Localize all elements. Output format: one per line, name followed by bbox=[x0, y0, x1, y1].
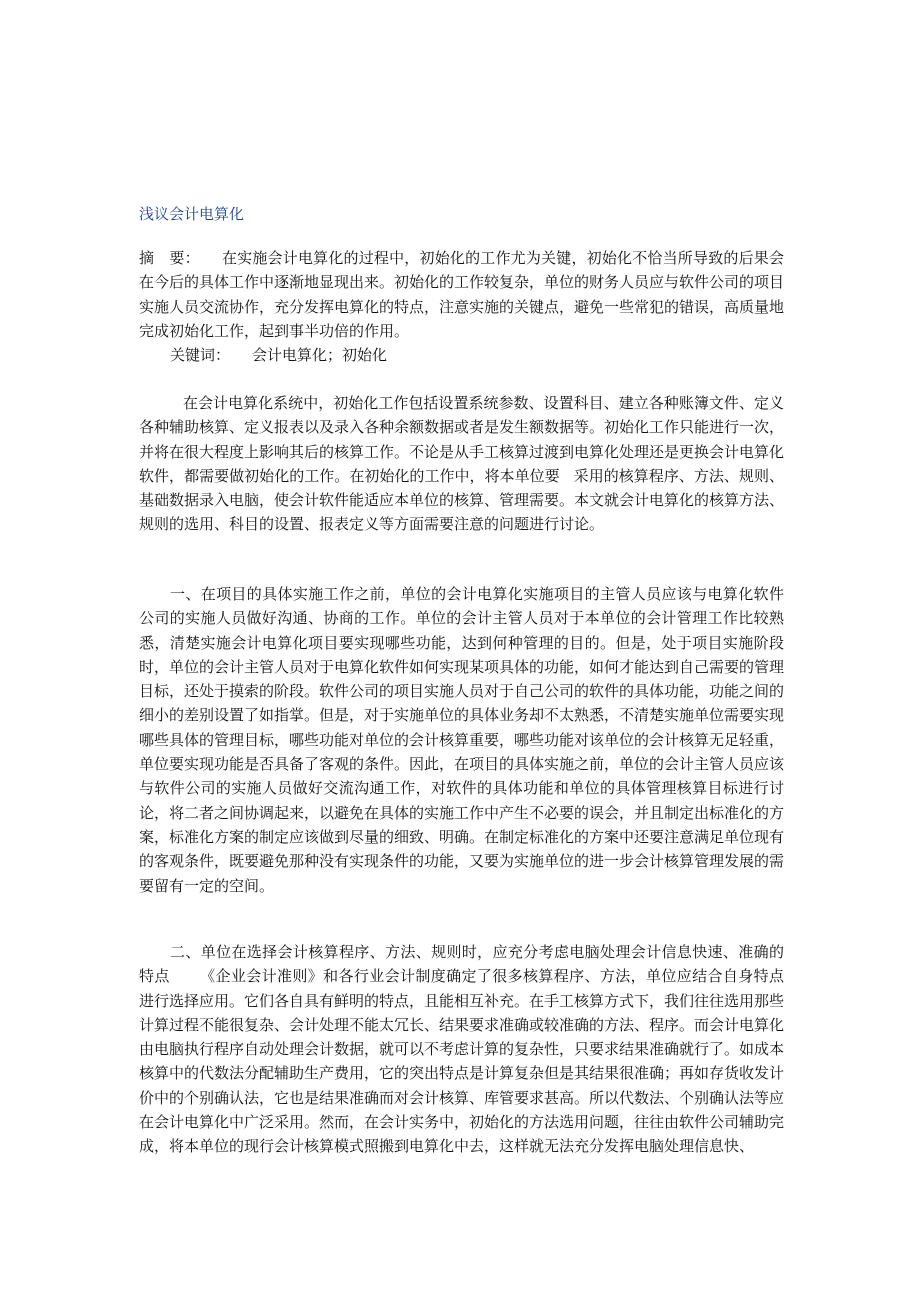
body-paragraph-1 bbox=[139, 391, 784, 537]
body-paragraph-3 bbox=[139, 940, 784, 1159]
keywords-line bbox=[170, 343, 387, 367]
paragraph-3-part-b: 《企业会计准则》和各行业会计制度确定了很多核算程序、方法，单位应结合自身特点进行选择应用。它们各自具有鲜明的特点，且能相互补充。在手工核算方式下，我们往往选用那些计算过程不能很复杂、会计处理不能太冗长、结果要求准确或较准确的方法、程序。而会计电算化由电脑执行程序自动处理会计数据，就可以不考虑计算的复杂性，只要求结果准确就行了。如成本核算中的代数法分配辅助生产费用，它的突出特点是计算复杂但是其结果很准确；再如存货收发计价中的个别确认法，它也是结果准确而对会计核算、库管要求甚高。所以代数法、个别确认法等应在会计电算化中广泛采用。然而，在会计实务中，初始化的方法选用问题，往往由软件公司辅助完成，将本单位的现行会计核算模式照搬到电算化中去，这样就无法充分发挥电脑处理信息快、 bbox=[139, 967, 785, 1156]
paragraph-1-part-a: 在会计电算化系统中，初始化工作包括设置系统参数、设置科目、建立各种账簿文件、定义各种辅助核算、定义报表以及录入各种余额数据或者是发生额数据等。初始化工作只能进行一次，并将在很大程度上影响其后的核算工作。不论是从手工核算过渡到电算化处理还是更换会计电算化软件，都需要做初始化的工作。在初始化的工作中，将本单位要 bbox=[139, 394, 785, 485]
body-paragraph-2 bbox=[139, 582, 784, 898]
keywords-text: 会计电算化；初始化 bbox=[252, 346, 388, 364]
abstract-text: 在实施会计电算化的过程中，初始化的工作尤为关键，初始化不恰当所导致的后果会在今后的具体工作中逐渐地显现出来。初始化的工作较复杂，单位的财务人员应与软件公司的项目实施人员交流协作，充分发挥电算化的特点，注意实施的关键点，避免一些常犯的错误，高质量地完成初始化工作，起到事半功倍的作用。 bbox=[139, 249, 785, 340]
keywords-label: 关键词： bbox=[170, 346, 231, 364]
abstract-label: 摘 要： bbox=[139, 249, 200, 267]
document-title: 浅议会计电算化 bbox=[139, 205, 245, 223]
paragraph-3-part-a: 二、单位在选择会计核算程序、方法、规则时，应充分考虑电脑处理会计信息快速、准确的特点 bbox=[139, 943, 784, 986]
abstract-paragraph bbox=[139, 246, 784, 343]
paragraph-2-text: 一、在项目的具体实施工作之前，单位的会计电算化实施项目的主管人员应该与电算化软件公司的实施人员做好沟通、协商的工作。单位的会计主管人员对于本单位的会计管理工作比较熟悉，清楚实施会计电算化项目要实现哪些功能，达到何种管理的目的。但是，处于项目实施阶段时，单位的会计主管人员对于电算化软件如何实现某项具体的功能，如何才能达到自己需要的管理目标，还处于摸索的阶段。软件公司的项目实施人员对于自己公司的软件的具体功能，功能之间的细小的差别设置了如指掌。但是，对于实施单位的具体业务却不太熟悉，不清楚实施单位需要实现哪些具体的管理目标，哪些功能对单位的会计核算重要，哪些功能对该单位的会计核算无足轻重，单位要实现功能是否具备了客观的条件。因此，在项目的具体实施之前，单位的会计主管人员应该与软件公司的实施人员做好交流沟通工作，对软件的具体功能和单位的具体管理核算目标进行讨论，将二者之间协调起来，以避免在具体的实施工作中产生不必要的误会，并且制定出标准化的方案，标准化方案的制定应该做到尽量的细致、明确。在制定标准化的方案中还要注意满足单位现有的客观条件，既要避免那种没有实现条件的功能，又要为实施单位的进一步会计核算管理发展的需要留有一定的空间。 bbox=[139, 585, 785, 895]
paragraph-1-part-b: 采用的核算程序、方法、规则、基础数据录入电脑，使会计软件能适应本单位的核算、管理需要。本文就会计电算化的核算方法、规则的选用、科目的设置、报表定义等方面需要注意的问题进行讨论。 bbox=[139, 466, 785, 534]
